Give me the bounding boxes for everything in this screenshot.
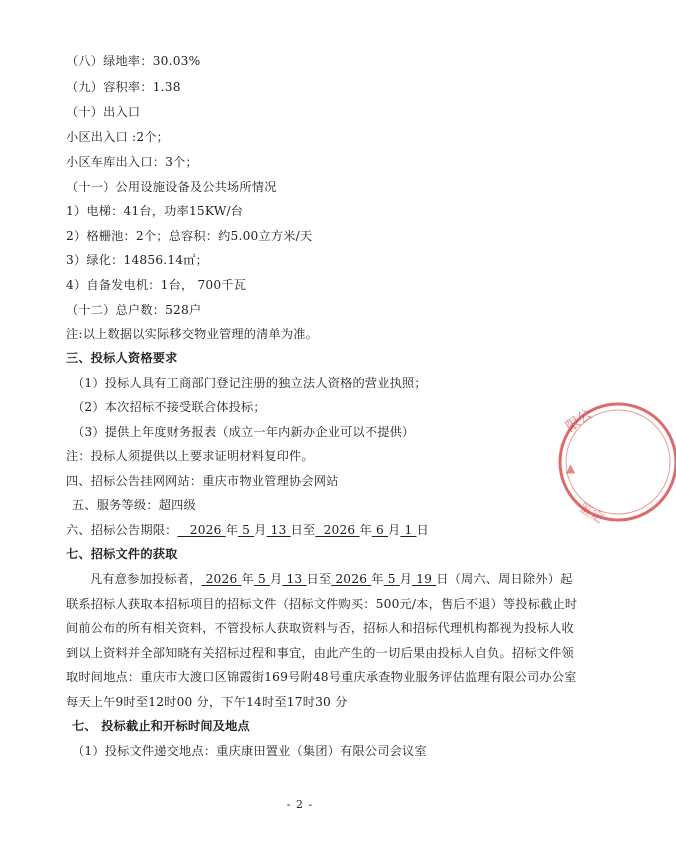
notice-end-month: 6 xyxy=(375,523,384,537)
green-rate-line: （八）绿地率：30.03% xyxy=(66,54,201,68)
entrance-heading: （十）出入口 xyxy=(66,105,141,119)
facilities-heading: （十一）公用设施设备及公共场所情况 xyxy=(66,180,277,194)
page-number: - 2 - xyxy=(286,798,314,811)
greening-line: 3）绿化：14856.14㎡； xyxy=(66,253,209,267)
doc-start-month: 5 xyxy=(257,572,266,586)
qualification-note: 注：投标人须提供以上要求证明材料复印件。 xyxy=(66,449,314,463)
documents-paragraph-line-4: 到以上资料并全部知晓有关招标过程和事宜，由此产生的一切后果由投标人自负。招标文件领 xyxy=(66,646,574,660)
plot-ratio-line: （九）容积率：1.38 xyxy=(66,80,181,94)
documents-paragraph-line-3: 间前公布的所有相关资料，不管投标人获取资料与否，招标人和招标代理机构都视为投标人收 xyxy=(66,621,574,635)
data-note: 注:以上数据以实际移交物业管理的清单为准。 xyxy=(66,327,319,341)
company-seal-icon xyxy=(556,392,676,532)
svg-text:▲: ▲ xyxy=(566,461,576,475)
garage-entrance-line: 小区车库出入口：3个； xyxy=(66,155,198,169)
notice-end-day: 1 xyxy=(404,523,413,537)
documents-paragraph-line-1: 凡有意参加投标者， 2026 年 5 月 13 日至 2026 年 5 月 19 日（周六、周日除外）起 xyxy=(90,572,573,586)
svg-text:限公: 限公 xyxy=(563,406,596,436)
doc-start-day: 13 xyxy=(286,572,303,586)
documents-heading: 七、招标文件的获取 xyxy=(66,547,178,561)
qualification-item-3: （3）提供上年度财务报表（成立一年内新办企业可以不提供） xyxy=(72,425,415,439)
svg-text:鉴定: 鉴定 xyxy=(576,500,607,527)
households-line: （十二）总户数：528户 xyxy=(66,303,202,317)
notice-start-day: 13 xyxy=(270,523,287,537)
qualification-item-2: （2）本次招标不接受联合体投标； xyxy=(72,400,266,414)
deadline-heading: 七、 投标截止和开标时间及地点 xyxy=(72,719,250,733)
doc-end-year: 2026 xyxy=(335,572,368,586)
doc-start-year: 2026 xyxy=(205,572,238,586)
qualification-item-1: （1）投标人具有工商部门登记注册的独立法人资格的营业执照； xyxy=(72,376,427,390)
notice-period-label: 六、招标公告期限： xyxy=(66,523,178,537)
elevator-line: 1）电梯：41台，功率15KW/台 xyxy=(66,204,244,218)
qualification-heading: 三、投标人资格要求 xyxy=(66,351,178,365)
doc-end-month: 5 xyxy=(387,572,396,586)
doc-end-day: 19 xyxy=(416,572,433,586)
submission-location-line: （1）投标文件递交地点：重庆康田置业（集团）有限公司会议室 xyxy=(72,744,427,758)
documents-paragraph-line-6: 每天上午9时至12时00 分，下午14时至17时30 分 xyxy=(66,695,348,709)
documents-paragraph-line-2: 联系招标人获取本招标项目的招标文件（招标文件购买：500元/本，售后不退）等投标截止时 xyxy=(66,597,578,611)
documents-paragraph-line-5: 取时间地点：重庆市大渡口区锦霞街169号附48号重庆承查物业服务评估监理有限公司办公室 xyxy=(66,670,577,684)
community-entrance-line: 小区出入口 :2个； xyxy=(66,130,170,144)
notice-start-month: 5 xyxy=(242,523,251,537)
notice-end-year: 2026 xyxy=(323,523,356,537)
grease-trap-line: 2）格栅池：2个；总容积：约5.00立方米/天 xyxy=(66,229,313,243)
service-level-line: 五、服务等级：超四级 xyxy=(72,498,196,512)
notice-start-year: 2026 xyxy=(189,523,222,537)
generator-line: 4）自备发电机：1台， 700千瓦 xyxy=(66,278,247,292)
website-line: 四、招标公告挂网网站：重庆市物业管理协会网站 xyxy=(66,474,339,488)
notice-period-line: 六、招标公告期限： 2026 年 5 月 13 日至 2026 年 6 月 1 日 xyxy=(66,523,429,537)
